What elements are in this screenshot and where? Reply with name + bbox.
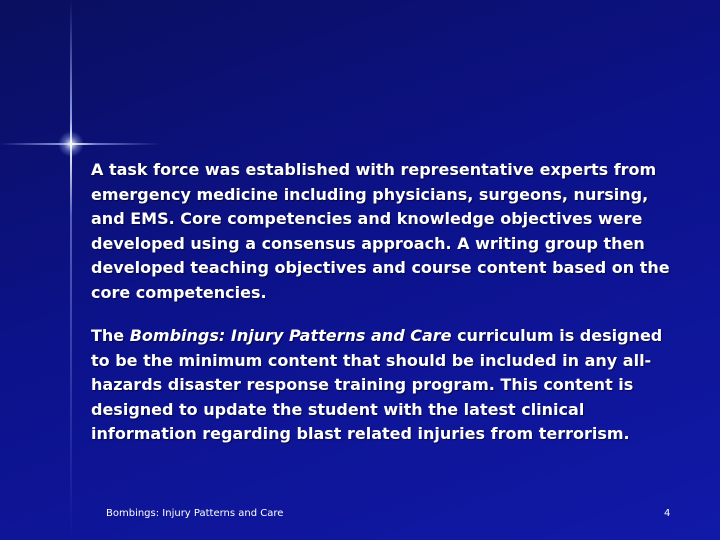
decorative-star-vertical-ray [70,0,72,540]
paragraph-curriculum [91,324,681,447]
paragraph-curriculum-prefix: The [91,326,130,345]
decorative-star-icon [58,131,84,157]
footer-title: Bombings: Injury Patterns and Care [106,508,284,519]
curriculum-title: Bombings: Injury Patterns and Care [129,326,452,345]
paragraph-curriculum-suffix: curriculum is designed to be the minimum content that should be included in any all-hazards disaster response training program. This content is designed to update the student with the latest clinical information regarding blast related injuries from terrorism. [91,326,663,443]
slide-number: 4 [664,508,671,519]
paragraph-task-force: A task force was established with representative experts from emergency medicine including physicians, surgeons, nursing, and EMS. Core competencies and knowledge objectives were developed using a consensus approach. A writing group then developed teaching objectives and course content based on the core competencies. [91,160,670,302]
